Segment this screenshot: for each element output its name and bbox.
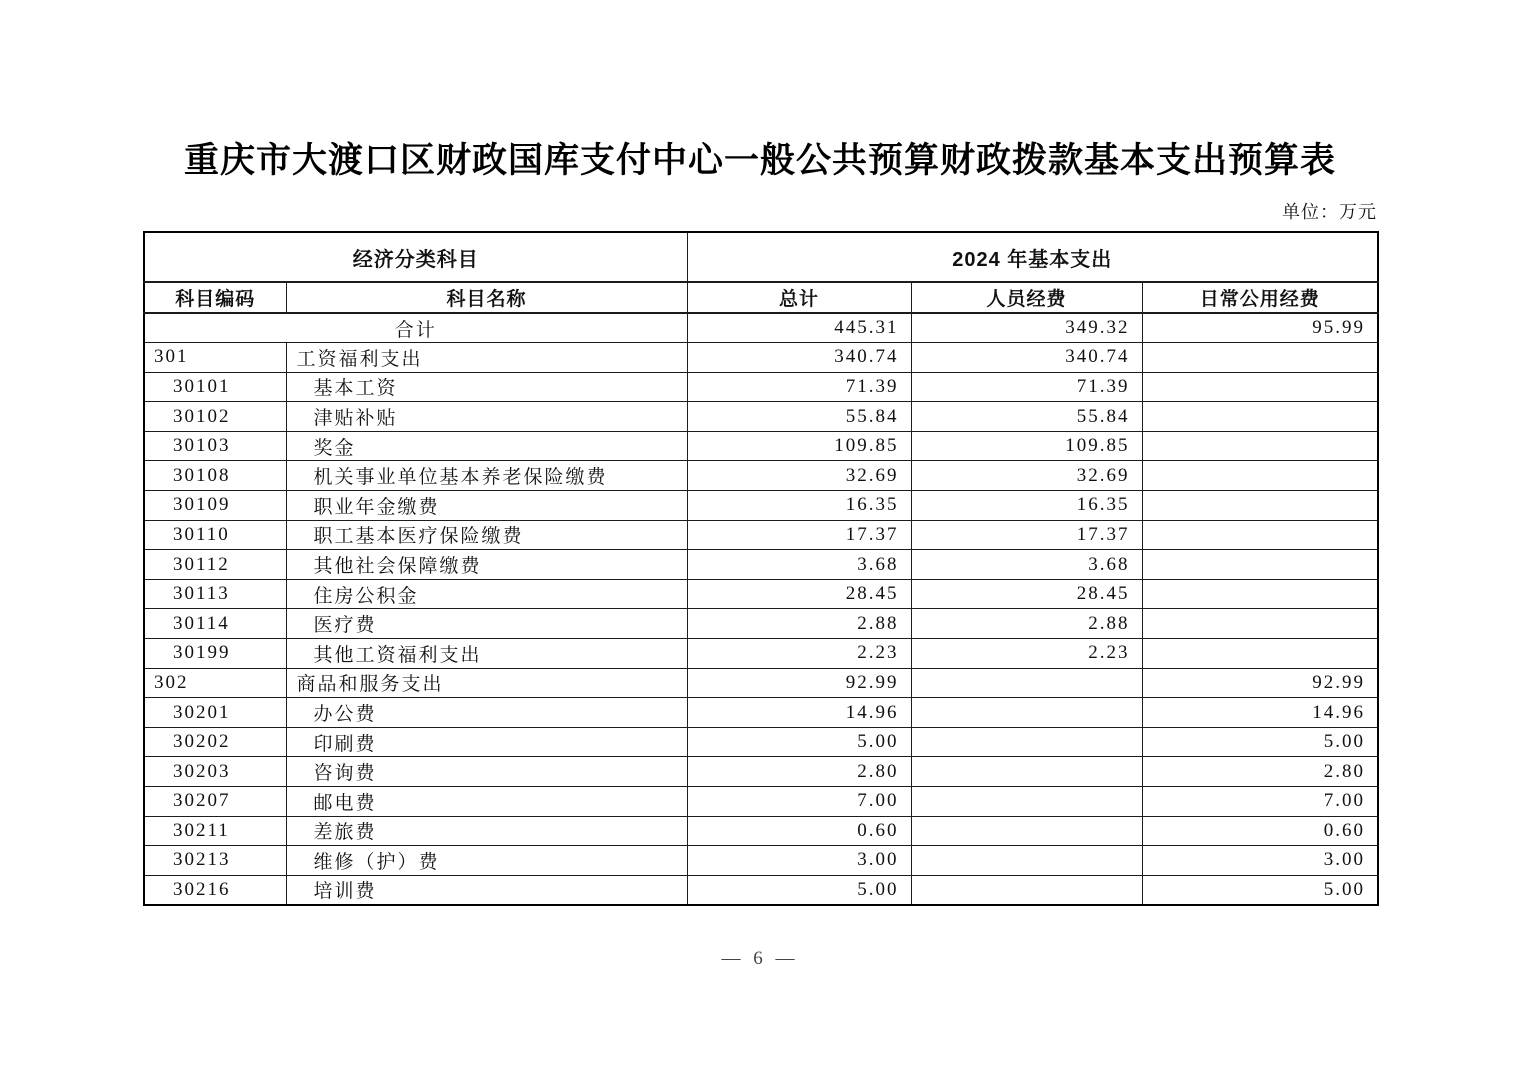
personnel-funds-cell: 32.69	[911, 461, 1142, 491]
personnel-funds-cell	[911, 727, 1142, 757]
daily-public-funds-cell	[1142, 550, 1378, 580]
header-economic-classification: 经济分类科目	[144, 232, 687, 282]
subject-name-cell: 基本工资	[286, 372, 687, 402]
subject-code-cell: 30109	[144, 491, 286, 521]
total-cell: 55.84	[687, 402, 911, 432]
table-row	[144, 727, 1378, 757]
total-cell: 28.45	[687, 579, 911, 609]
total-cell: 5.00	[687, 875, 911, 905]
budget-table	[143, 231, 1379, 906]
total-cell: 2.88	[687, 609, 911, 639]
table-row	[144, 579, 1378, 609]
subject-code-cell: 30207	[144, 787, 286, 817]
subject-name-cell: 奖金	[286, 431, 687, 461]
personnel-funds-cell	[911, 816, 1142, 846]
total-cell: 7.00	[687, 787, 911, 817]
personnel-funds-cell: 28.45	[911, 579, 1142, 609]
subject-code-cell: 30110	[144, 520, 286, 550]
subject-code-cell: 30199	[144, 639, 286, 669]
personnel-funds-cell: 16.35	[911, 491, 1142, 521]
subject-name-cell: 医疗费	[286, 609, 687, 639]
subject-name-cell: 印刷费	[286, 727, 687, 757]
subject-name-cell: 维修（护）费	[286, 846, 687, 876]
table-row	[144, 372, 1378, 402]
subject-code-cell: 30108	[144, 461, 286, 491]
table-row	[144, 846, 1378, 876]
personnel-funds-cell	[911, 757, 1142, 787]
subject-code-cell: 30102	[144, 402, 286, 432]
column-header-personnel-funds: 人员经费	[911, 282, 1142, 313]
daily-public-funds-cell: 5.00	[1142, 875, 1378, 905]
subject-code-cell: 301	[144, 343, 286, 373]
grand-total-total: 445.31	[687, 313, 911, 343]
daily-public-funds-cell	[1142, 491, 1378, 521]
daily-public-funds-cell: 14.96	[1142, 698, 1378, 728]
subject-code-cell: 30203	[144, 757, 286, 787]
subject-name-cell: 机关事业单位基本养老保险缴费	[286, 461, 687, 491]
subject-code-cell: 30213	[144, 846, 286, 876]
total-cell: 3.00	[687, 846, 911, 876]
subject-name-cell: 邮电费	[286, 787, 687, 817]
subject-code-cell: 30201	[144, 698, 286, 728]
grand-total-daily: 95.99	[1142, 313, 1378, 343]
total-cell: 3.68	[687, 550, 911, 580]
subject-name-cell: 咨询费	[286, 757, 687, 787]
subject-name-cell: 职工基本医疗保险缴费	[286, 520, 687, 550]
subject-name-cell: 差旅费	[286, 816, 687, 846]
table-row	[144, 491, 1378, 521]
column-header-total: 总计	[687, 282, 911, 313]
daily-public-funds-cell	[1142, 639, 1378, 669]
grand-total-label: 合计	[144, 313, 687, 343]
subject-code-cell: 30112	[144, 550, 286, 580]
page-number: — 6 —	[721, 948, 799, 969]
personnel-funds-cell: 17.37	[911, 520, 1142, 550]
table-row	[144, 875, 1378, 905]
table-row	[144, 461, 1378, 491]
total-cell: 0.60	[687, 816, 911, 846]
total-cell: 16.35	[687, 491, 911, 521]
page-title: 重庆市大渡口区财政国库支付中心一般公共预算财政拨款基本支出预算表	[183, 141, 1336, 180]
total-cell: 2.80	[687, 757, 911, 787]
total-cell: 92.99	[687, 668, 911, 698]
daily-public-funds-cell	[1142, 609, 1378, 639]
subject-name-cell: 办公费	[286, 698, 687, 728]
daily-public-funds-cell	[1142, 579, 1378, 609]
personnel-funds-cell: 2.23	[911, 639, 1142, 669]
table-row	[144, 668, 1378, 698]
table-row	[144, 520, 1378, 550]
header-columns-row	[144, 282, 1378, 313]
subject-code-cell: 30211	[144, 816, 286, 846]
personnel-funds-cell	[911, 875, 1142, 905]
total-cell: 109.85	[687, 431, 911, 461]
daily-public-funds-cell: 3.00	[1142, 846, 1378, 876]
subject-code-cell: 30202	[144, 727, 286, 757]
table-row	[144, 698, 1378, 728]
daily-public-funds-cell	[1142, 520, 1378, 550]
subject-name-cell: 工资福利支出	[286, 343, 687, 373]
daily-public-funds-cell	[1142, 343, 1378, 373]
daily-public-funds-cell: 2.80	[1142, 757, 1378, 787]
grand-total-row	[144, 313, 1378, 343]
table-row	[144, 431, 1378, 461]
subject-name-cell: 其他工资福利支出	[286, 639, 687, 669]
subject-name-cell: 商品和服务支出	[286, 668, 687, 698]
table-row	[144, 343, 1378, 373]
table-row	[144, 550, 1378, 580]
subject-name-cell: 津贴补贴	[286, 402, 687, 432]
column-header-daily-public-funds: 日常公用经费	[1142, 282, 1378, 313]
subject-code-cell: 30216	[144, 875, 286, 905]
subject-code-cell: 30113	[144, 579, 286, 609]
total-cell: 32.69	[687, 461, 911, 491]
daily-public-funds-cell: 0.60	[1142, 816, 1378, 846]
subject-code-cell: 30101	[144, 372, 286, 402]
daily-public-funds-cell: 5.00	[1142, 727, 1378, 757]
total-cell: 71.39	[687, 372, 911, 402]
personnel-funds-cell: 2.88	[911, 609, 1142, 639]
subject-name-cell: 职业年金缴费	[286, 491, 687, 521]
personnel-funds-cell	[911, 668, 1142, 698]
table-row	[144, 402, 1378, 432]
unit-label: 单位：万元	[1282, 202, 1377, 222]
header-2024-basic-expenditure: 2024 年基本支出	[687, 232, 1378, 282]
personnel-funds-cell: 71.39	[911, 372, 1142, 402]
subject-code-cell: 302	[144, 668, 286, 698]
daily-public-funds-cell	[1142, 461, 1378, 491]
table-row	[144, 787, 1378, 817]
daily-public-funds-cell	[1142, 431, 1378, 461]
personnel-funds-cell: 109.85	[911, 431, 1142, 461]
table-row	[144, 816, 1378, 846]
grand-total-personnel: 349.32	[911, 313, 1142, 343]
total-cell: 2.23	[687, 639, 911, 669]
personnel-funds-cell: 340.74	[911, 343, 1142, 373]
personnel-funds-cell	[911, 787, 1142, 817]
personnel-funds-cell	[911, 846, 1142, 876]
daily-public-funds-cell: 92.99	[1142, 668, 1378, 698]
personnel-funds-cell	[911, 698, 1142, 728]
subject-code-cell: 30114	[144, 609, 286, 639]
table-row	[144, 757, 1378, 787]
table-row	[144, 639, 1378, 669]
subject-name-cell: 其他社会保障缴费	[286, 550, 687, 580]
total-cell: 14.96	[687, 698, 911, 728]
subject-name-cell: 培训费	[286, 875, 687, 905]
subject-code-cell: 30103	[144, 431, 286, 461]
total-cell: 5.00	[687, 727, 911, 757]
daily-public-funds-cell	[1142, 402, 1378, 432]
subject-name-cell: 住房公积金	[286, 579, 687, 609]
total-cell: 17.37	[687, 520, 911, 550]
daily-public-funds-cell	[1142, 372, 1378, 402]
column-header-subject-name: 科目名称	[286, 282, 687, 313]
header-group-row	[144, 232, 1378, 282]
column-header-subject-code: 科目编码	[144, 282, 286, 313]
personnel-funds-cell: 3.68	[911, 550, 1142, 580]
personnel-funds-cell: 55.84	[911, 402, 1142, 432]
daily-public-funds-cell: 7.00	[1142, 787, 1378, 817]
total-cell: 340.74	[687, 343, 911, 373]
table-row	[144, 609, 1378, 639]
